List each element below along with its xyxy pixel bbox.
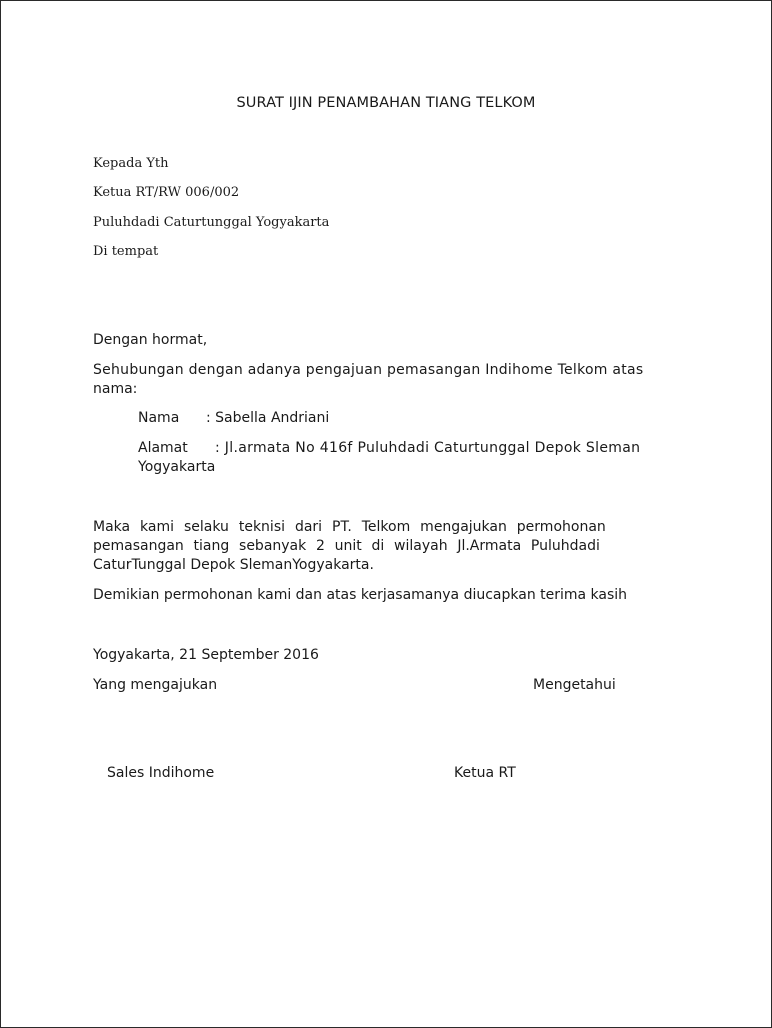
recipient-line-3: Puluhdadi Caturtunggal Yogyakarta (93, 215, 330, 230)
place-date: Yogyakarta, 21 September 2016 (93, 647, 319, 663)
letter-title: SURAT IJIN PENAMBAHAN TIANG TELKOM (236, 95, 536, 111)
intro-line-2: nama: (93, 381, 138, 397)
left-role: Yang mengajukan (93, 677, 218, 693)
intro-line-1 (93, 361, 680, 380)
body-paragraph (93, 518, 680, 575)
body-line-1-text: Maka kami selaku teknisi dari PT. Telkom mengajukan permohonan (93, 519, 606, 535)
body-line-2 (93, 537, 680, 556)
recipient-line-2: Ketua RT/RW 006/002 (93, 185, 240, 200)
address-value-line-2: Yogyakarta (138, 459, 216, 475)
greeting: Dengan hormat, (93, 332, 208, 348)
body-line-3: CaturTunggal Depok SlemanYogyakarta. (93, 557, 374, 573)
intro-line-1-text: Sehubungan dengan adanya pengajuan pemasangan Indihome Telkom atas (93, 362, 644, 378)
body-line-1 (93, 518, 680, 537)
name-value: : Sabella Andriani (206, 410, 330, 426)
right-signer: Ketua RT (454, 765, 516, 781)
left-signer: Sales Indihome (107, 765, 215, 781)
recipient-line-4: Di tempat (93, 244, 159, 259)
right-role: Mengetahui (533, 677, 616, 693)
address-label: Alamat (138, 440, 188, 456)
address-value-line-1-text: : Jl.armata No 416f Puluhdadi Caturtunggal Depok Sleman (215, 440, 641, 456)
body-line-2-text: pemasangan tiang sebanyak 2 unit di wilayah Jl.Armata Puluhdadi (93, 538, 600, 554)
name-label: Nama (138, 410, 180, 426)
recipient-line-1: Kepada Yth (93, 156, 169, 171)
closing-line: Demikian permohonan kami dan atas kerjasamanya diucapkan terima kasih (93, 587, 628, 603)
intro-paragraph (93, 361, 680, 399)
address-value-line-1 (215, 440, 680, 456)
